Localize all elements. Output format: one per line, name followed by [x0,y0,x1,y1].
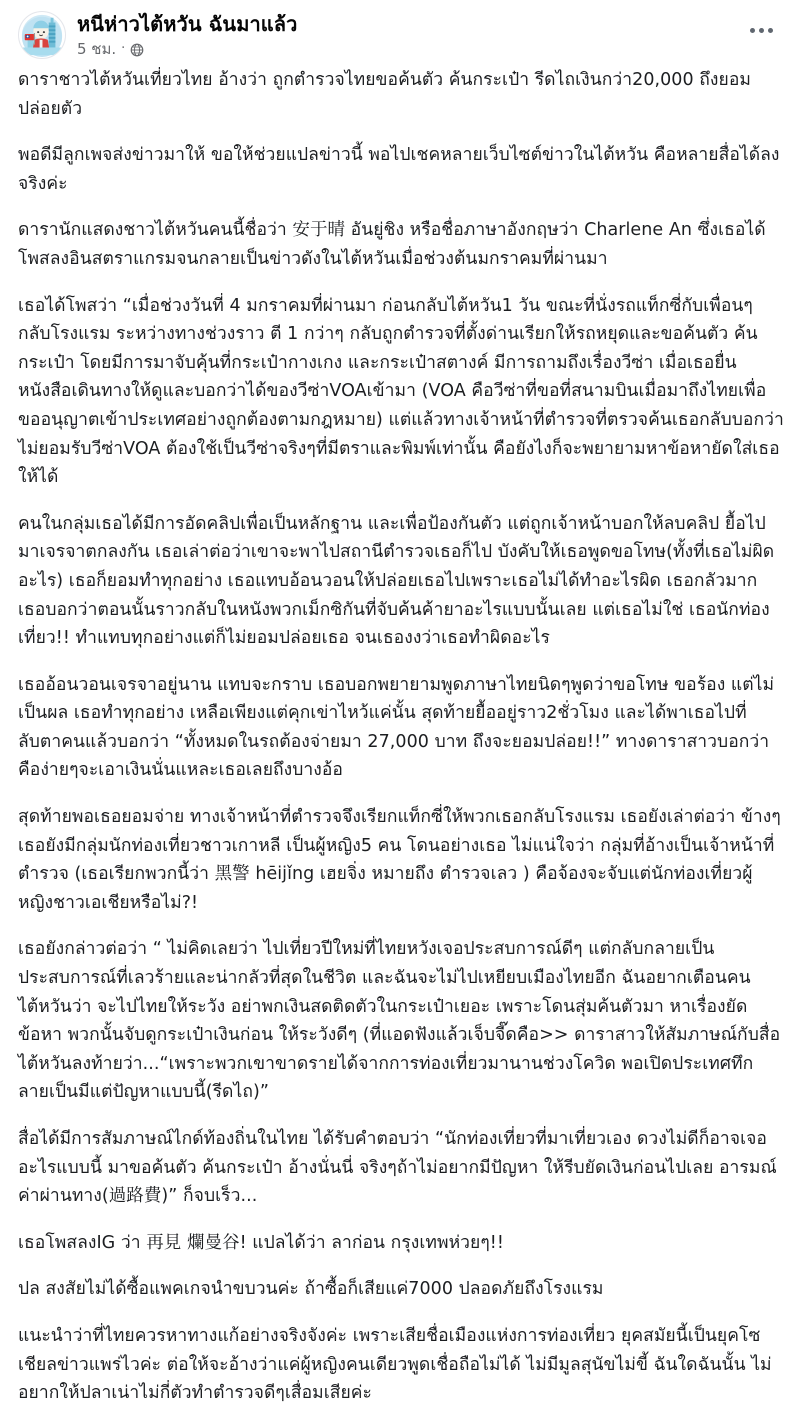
ellipsis-dot [759,28,764,33]
post-meta [77,40,297,58]
post-header [0,0,800,66]
meta-separator: · [121,41,126,56]
post-paragraph: สื่อได้มีการสัมภาษณ์ไกด์ท้องถิ่นในไทย ได้รับคำตอบว่า “นักท่องเที่ยวที่มาเที่ยวเอง ดวงไม่ดีก็อาจเจออะไรแบบนี้ มาขอค้นตัว ค้นกระเป๋า อ้างนั่นนี่ จริงๆถ้าไม่อยากมีปัญหา ให้รีบยัดเงินก่อนไปเลย อารมณ์ค่าผ่านทาง(過路費)” ก็จบเร็ว... [18,1129,777,1207]
header-text [77,11,297,58]
post-paragraph: เธอโพสลงIG ว่า 再見 爛曼谷! แปลได้ว่า ลาก่อน กรุงเทพห่วยๆ!! [18,1232,504,1253]
post-paragraph: ดารานักแสดงชาวไต้หวันคนนี้ชื่อว่า 安于晴 อันยู่ชิง หรือชื่อภาษาอังกฤษว่า Charlene An ซึ่งเธอได้โพสลงอินสตราแกรมจนกลายเป็นข่าวดังในไต้หวันเมื่อช่วงต้นมกราคมที่ผ่านมา [18,220,766,269]
post-paragraph: เธอยังกล่าวต่อว่า “ ไม่คิดเลยว่า ไปเที่ยวปีใหม่ที่ไทยหวังเจอประสบการณ์ดีๆ แต่กลับกลายเป็นประสบการณ์ที่เลวร้ายและน่ากลัวที่สุดในชีวิต และฉันจะไม่ไปเหยียบเมืองไทยอีก ฉันอยากเตือนคนไต้หวันว่า จะไปไทยให้ระวัง อย่าพกเงินสดติดตัวในกระเป๋าเยอะ เพราะโดนสุ่มค้นตัวมา หาเรื่องยัดข้อหา พวกนั้นจับดูกระเป๋าเงินก่อน ให้ระวังดีๆ (ที่แอดฟังแล้วเจ็บจี๊ดคือ>> ดาราสาวให้สัมภาษณ์กับสื่อไต้หวันลงท้ายว่า...“เพราะพวกเขาขาดรายได้จากการท่องเที่ยวมานานช่วงโควิด พอเปิดประเทศทึกลายเป็นมีแต่ปัญหาแบบนี้(รีดไถ)” [18,939,781,1103]
page-name[interactable]: หนีห่าวไต้หวัน ฉันมาแล้ว [77,12,298,36]
post-options-menu-button[interactable] [744,18,778,42]
post-paragraph: เธอได้โพสว่า “เมื่อช่วงวันที่ 4 มกราคมที่ผ่านมา ก่อนกลับไต้หวัน1 วัน ขณะที่นั่งรถแท็กซี่กับเพื่อนๆกลับโรงแรม ระหว่างทางช่วงราว ตี 1 กว่าๆ กลับถูกตำรวจที่ตั้งด่านเรียกให้รถหยุดและขอค้นตัว ค้นกระเป๋า โดยมีการมาจับคุ้นที่กระเป๋ากางเกง และกระเป๋าสตางค์ มีการถามถึงเรื่องวีซ่า เมื่อเธอยื่นหนังสือเดินทางให้ดูและบอกว่าได้ของวีซ่าVOAเข้ามา (VOA คือวีซ่าที่ขอที่สนามบินเมื่อมาถึงไทยเพื่อขออนุญาตเข้าประเทศอย่างถูกต้องตามกฎหมาย) แต่แล้วทางเจ้าหน้าที่ตำรวจที่ตรวจค้นเธอกลับบอกว่า ไม่ยอมรับวีซ่าVOA ต้องใช้เป็นวีซ่าจริงๆที่มีตราและพิมพ์เท่านั้น คือยังไงก็จะพยายามหาข้อหายัดใส่เธอให้ได้ [18,295,784,488]
post-paragraph: แนะนำว่าที่ไทยควรหาทางแก้อย่างจริงจังค่ะ เพราะเสียชื่อเมืองแห่งการท่องเที่ยว ยุคสมัยนี้เป็นยุคโซเชียลข่าวแพร่ไวค่ะ ต่อให้จะอ้างว่าแค่ผู้หญิงคนเดียวพูดเชื่อถือไม่ได้ ไม่มีมูลสุนัขไม่ขี้ ฉันใดฉันนั้น ไม่อยากให้ปลาเน่าไม่กี่ตัวทำตำรวจดีๆเสื่อมเสียค่ะ [18,1325,772,1404]
avatar[interactable] [18,11,66,59]
taiwan-mascot-avatar-icon [19,12,65,58]
post-paragraph: ดาราชาวไต้หวันเที่ยวไทย อ้างว่า ถูกตำรวจไทยขอค้นตัว ค้นกระเป๋า รีดไถเงินกว่า20,000 ถึงยอมปล่อยตัว [18,70,751,119]
post-paragraph: พอดีมีลูกเพจส่งข่าวมาให้ ขอให้ช่วยแปลข่าวนี้ พอไปเชคหลายเว็บไซต์ข่าวในไต้หวัน คือหลายสื่อได้ลงจริงค่ะ [18,145,780,194]
post-timestamp[interactable]: 5 ชม. [77,40,117,58]
post-body [0,66,800,1408]
post-paragraph: คนในกลุ่มเธอได้มีการอัดคลิปเพื่อเป็นหลักฐาน และเพื่อป้องกันตัว แต่ถูกเจ้าหน้าบอกให้ลบคลิป ยื้อไปมาเจรจาตกลงกัน เธอเล่าต่อว่าเขาจะพาไปสถานีตำรวจเธอก็ไป บังคับให้เธอพูดขอโทษ(ทั้งที่เธอไม่ผิดอะไร) เธอก็ยอมทำทุกอย่าง เธอแทบอ้อนวอนให้ปล่อยเธอไปเพราะเธอไม่ได้ทำอะไรผิด เธอกลัวมาก เธอบอกว่าตอนนั้นราวกลับในหนังพวกเม็กซิกันที่จับค้นค้ายาอะไรแบบนั้นเลย แต่เธอไม่ใช่ เธอนักท่องเที่ยว!! ทำแทบทุกอย่างแต่ก็ไม่ยอมปล่อยเธอ จนเธองงว่าเธอทำผิดอะไร [18,513,775,649]
globe-icon[interactable] [130,43,144,57]
ellipsis-dot [750,28,755,33]
post-paragraph: เธออ้อนวอนเจรจาอยู่นาน แทบจะกราบ เธอบอกพยายามพูดภาษาไทยนิดๆพูดว่าขอโทษ ขอร้อง แต่ไม่เป็นผล เธอทำทุกอย่าง เหลือเพียงแต่คุกเข่าไหว้แค่นั้น สุดท้ายยื้ออยู่ราว2ชั่วโมง และได้พาเธอไปที่ลับตาคนแล้วบอกว่า “ทั้งหมดในรถต้องจ่ายมา 27,000 บาท ถึงจะยอมปล่อย!!” ทางดาราสาวบอกว่า คือง่ายๆจะเอาเงินนั่นแหละเธอเลยถึงบางอ้อ [18,674,775,781]
post-paragraph: สุดท้ายพอเธอยอมจ่าย ทางเจ้าหน้าที่ตำรวจจึงเรียกแท็กซี่ให้พวกเธอกลับโรงแรม เธอยังเล่าต่อว่า ข้างๆเธอยังมีกลุ่มนักท่องเที่ยวชาวเกาหลี เป็นผู้หญิง5 คน โดนอย่างเธอ ไม่แน่ใจว่า กลุ่มที่อ้างเป็นเจ้าหน้าที่ตำรวจ (เธอเรียกพวกนี้ว่า 黑警 hēijǐng เฮยจิ่ง หมายถึง ตำรวจเลว ) คือจ้องจะจับแต่นักท่องเที่ยวผู้หญิงชาวเอเชียหรือไม่?! [18,807,781,913]
ellipsis-dot [768,28,773,33]
post-paragraph: ปล สงสัยไม่ได้ซื้อแพคเกจนำขบวนค่ะ ถ้าซื้อก็เสียแค่7000 ปลอดภัยถึงโรงแรม [18,1279,604,1300]
